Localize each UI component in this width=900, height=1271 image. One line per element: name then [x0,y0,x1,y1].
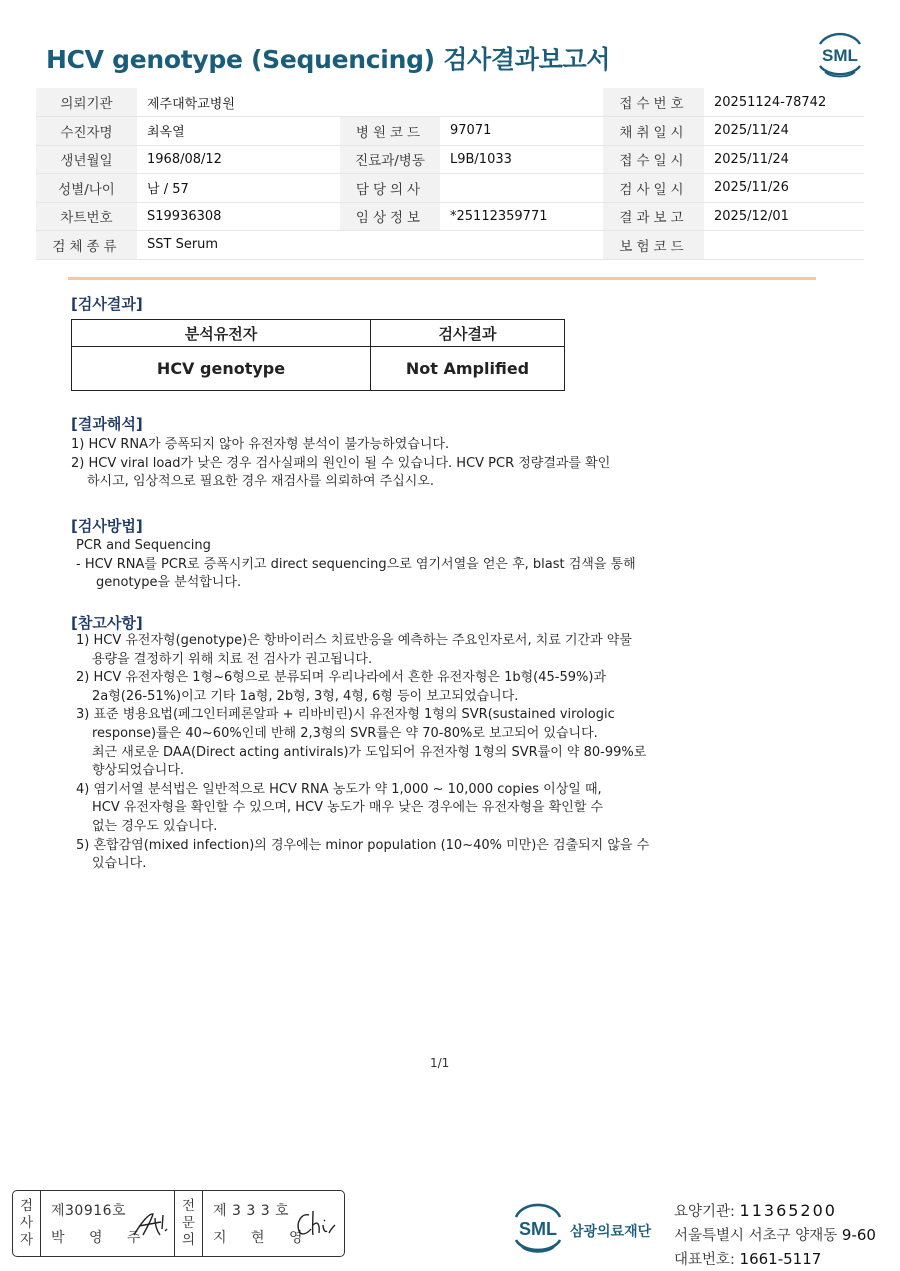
notes-line: 2a형(26-51%)이고 기타 1a형, 2b형, 3형, 4형, 6형 등이 보고되었습니다. [92,688,519,704]
page-number: 1/1 [430,1056,450,1070]
chart-no-value: S19936308 [137,202,340,231]
interpretation-section-title: [결과해석] [71,415,143,433]
dob-label: 생년월일 [36,145,137,174]
section-divider [68,277,816,280]
specialist-license-no: 제 3 3 3 호 [213,1203,290,1219]
sml-footer-logo [510,1199,566,1255]
report-date-label: 결과보고 [603,202,704,231]
result-header-gene: 분석유전자 [72,320,371,347]
signature-box [12,1190,345,1257]
notes-line: 1) HCV 유전자형(genotype)은 항바이러스 치료반응을 예측하는 주요인자로서, 치료 기간과 약물 [76,633,632,648]
organization-name: 삼광의료재단 [570,1224,652,1240]
notes-line: 2) HCV 유전자형은 1형~6형으로 분류되며 우리나라에서 흔한 유전자형은 1b형(45-59%)과 [76,670,606,686]
institution-label: 의뢰기관 [36,88,137,117]
institution-value: 제주대학교병원 [137,88,603,117]
notes-line: 4) 염기서열 분석법은 일반적으로 HCV RNA 농도가 약 1,000 ~ 10,000 copies 이상일 때, [76,781,602,797]
sml-logo [812,28,868,78]
specialist-signature-icon [293,1207,338,1239]
hospital-code-label: 병원코드 [340,117,440,146]
examiner-signature-icon [131,1209,171,1239]
phone-line [674,1248,876,1271]
notes-line: 5) 혼합감염(mixed infection)의 경우에는 minor population (10~40% 미만)은 검출되지 않을 수 [76,837,650,853]
info-row [36,117,864,146]
phone-number: 1661-5117 [739,1250,822,1268]
specialist-label: 전 문 의 [175,1191,203,1256]
notes-line: response)률은 40~60%인데 반해 2,3형의 SVR률은 약 70-80%로 보고되어 있습니다. [92,725,598,741]
method-line: genotype을 분석합니다. [96,575,242,591]
report-title: HCV genotype (Sequencing) 검사결과보고서 [46,45,611,74]
method-line: - HCV RNA를 PCR로 증폭시키고 direct sequencing으로 염기서열을 얻은 후, blast 검색을 통해 [76,556,636,572]
institution-code-line [674,1199,876,1224]
result-section-title: [검사결과] [71,295,143,313]
receipt-date-label: 접수일시 [603,145,704,174]
notes-section-title: [참고사항] [71,614,143,632]
examiner-name: 박 영 주 [51,1230,151,1246]
method-section-title: [검사방법] [71,517,143,535]
test-date-value: 2025/11/26 [704,174,864,203]
footer-info [674,1199,876,1271]
notes-line: 3) 표준 병용요법(페그인터페론알파 + 리바비린)시 유전자형 1형의 SVR(sustained virologic [76,707,615,723]
notes-text [76,632,716,874]
sex-age-label: 성별/나이 [36,174,137,203]
notes-line: 향상되었습니다. [92,763,185,779]
dept-value: L9B/1033 [440,145,603,174]
notes-line: 최근 새로운 DAA(Direct acting antivirals)가 도입되어 유전자형 1형의 SVR률이 약 80-99%로 [92,744,647,760]
info-row [36,88,864,117]
notes-line: 없는 경우도 있습니다. [92,818,218,834]
insurance-value [704,231,864,260]
method-text [76,537,716,593]
sml-logo-text: SML [822,46,858,65]
specialist-name: 지 현 영 [213,1230,313,1246]
institution-code: 11365200 [739,1201,837,1220]
specialist-cell [203,1191,343,1256]
sex-age-value: 남 / 57 [137,174,340,203]
receipt-date-value: 2025/11/24 [704,145,864,174]
method-line: PCR and Sequencing [76,538,211,553]
examiner-cell [41,1191,175,1256]
specimen-value: SST Serum [137,231,603,260]
examiner-label: 검 사 자 [13,1191,41,1256]
info-row [36,174,864,203]
chart-no-label: 차트번호 [36,202,137,231]
receipt-no-value: 20251124-78742 [704,88,864,117]
examiner-license-no: 제30916호 [51,1203,127,1219]
dept-label: 진료과/병동 [340,145,440,174]
institution-code-label: 요양기관: [674,1204,735,1220]
hospital-code-value: 97071 [440,117,603,146]
dob-value: 1968/08/12 [137,145,340,174]
result-gene: HCV genotype [72,347,371,391]
address-number: 9-60 [841,1226,876,1244]
result-value: Not Amplified [371,347,565,391]
insurance-label: 보험코드 [603,231,704,260]
address-line [674,1224,876,1248]
notes-line: 용량을 결정하기 위해 치료 전 검사가 권고됩니다. [92,651,373,667]
test-date-label: 검사일시 [603,174,704,203]
receipt-no-label: 접수번호 [603,88,704,117]
doctor-value [440,174,603,203]
notes-line: HCV 유전자형을 확인할 수 있으며, HCV 농도가 매우 낮은 경우에는 유전자형을 확인할 수 [92,800,604,816]
address: 서울특별시 서초구 양재동 [674,1228,838,1244]
interpretation-line: 하시고, 임상적으로 필요한 경우 재검사를 의뢰하여 주십시오. [87,474,435,490]
doctor-label: 담당의사 [340,174,440,203]
interpretation-line: 1) HCV RNA가 증폭되지 않아 유전자형 분석이 불가능하였습니다. [71,437,450,452]
specimen-label: 검체종류 [36,231,137,260]
interpretation-text [71,436,711,492]
clinical-value: *25112359771 [440,202,603,231]
report-date-value: 2025/12/01 [704,202,864,231]
interpretation-line: 2) HCV viral load가 낮은 경우 검사실패의 원인이 될 수 있습니다. HCV PCR 정량결과를 확인 [71,455,611,471]
collect-date-value: 2025/11/24 [704,117,864,146]
info-row [36,202,864,231]
sml-footer-logo-text: SML [519,1219,557,1239]
result-table [71,319,565,391]
patient-info-table [36,88,864,260]
recipient-value: 최옥열 [137,117,340,146]
info-row [36,145,864,174]
info-row [36,231,864,260]
recipient-label: 수진자명 [36,117,137,146]
notes-line: 있습니다. [92,856,147,872]
clinical-label: 임상정보 [340,202,440,231]
result-header-result: 검사결과 [371,320,565,347]
phone-label: 대표번호: [674,1252,735,1268]
collect-date-label: 채취일시 [603,117,704,146]
